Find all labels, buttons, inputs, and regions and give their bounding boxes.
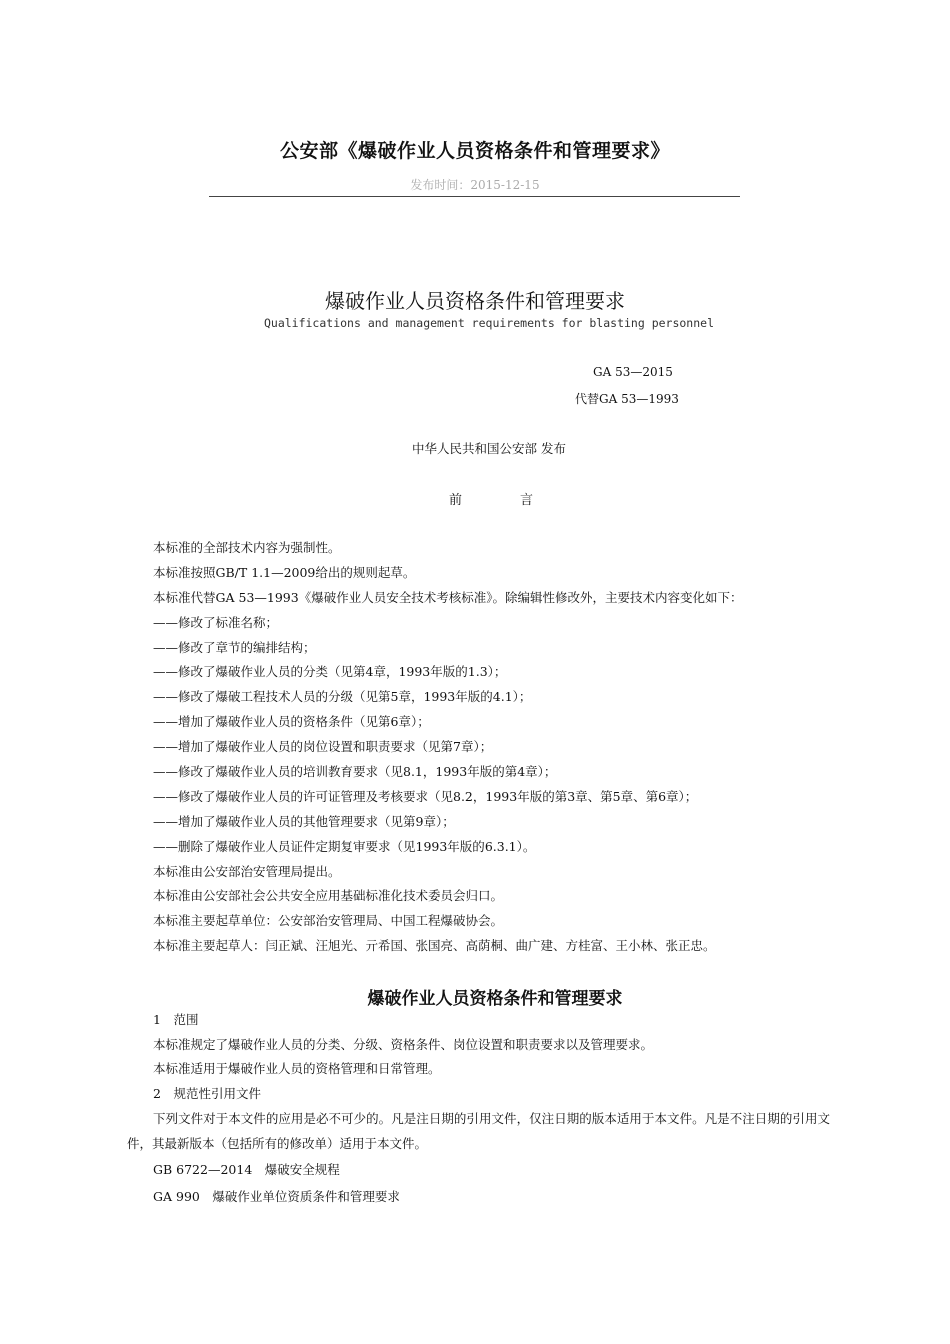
foreword-line: ——增加了爆破作业人员的岗位设置和职责要求（见第7章）； [153, 739, 493, 755]
refs-heading: 2 规范性引用文件 [153, 1085, 261, 1101]
title-divider [209, 196, 740, 197]
reference-item: GA 990 爆破作业单位资质条件和管理要求 [153, 1189, 400, 1204]
foreword-line: ——删除了爆破作业人员证件定期复审要求（见1993年版的6.3.1）。 [153, 838, 536, 854]
publish-date: 发布时间：2015-12-15 [410, 178, 540, 192]
scope-heading: 1 范围 [153, 1012, 199, 1027]
foreword-content [153, 536, 853, 959]
foreword-line: 本标准的全部技术内容为强制性。 [153, 540, 341, 555]
foreword-line: 本标准按照GB/T 1.1—2009给出的规则起草。 [153, 564, 416, 580]
foreword-heading-left: 前 [449, 493, 463, 508]
standard-english-title: Qualifications and management requirements for blasting personnel [263, 316, 715, 330]
foreword-line: 本标准主要起草人：闫正斌、汪旭光、亓希国、张国亮、高荫桐、曲广建、方桂富、王小林、张正忠。 [153, 938, 716, 954]
article-title: 公安部《爆破作业人员资格条件和管理要求》 [279, 140, 670, 162]
reference-item: GB 6722—2014 爆破安全规程 [153, 1162, 340, 1177]
section-title: 爆破作业人员资格条件和管理要求 [367, 989, 623, 1009]
foreword-heading [449, 489, 533, 508]
foreword-line: ——增加了爆破作业人员的资格条件（见第6章）； [153, 714, 430, 730]
refs-paragraph: 下列文件对于本文件的应用是必不可少的。凡是注日期的引用文件，仅注日期的版本适用于本文件。凡是不注日期的引用文件，其最新版本（包括所有的修改单）适用于本文件。 [127, 1111, 830, 1151]
foreword-line: 本标准由公安部治安管理局提出。 [153, 863, 341, 879]
foreword-line: ——增加了爆破作业人员的其他管理要求（见第9章）； [153, 813, 455, 829]
foreword-line: ——修改了章节的编排结构； [153, 639, 316, 655]
foreword-line: ——修改了标准名称； [153, 614, 279, 630]
standard-replaces: 代替GA 53—1993 [575, 392, 679, 406]
foreword-line: 本标准代替GA 53—1993《爆破作业人员安全技术考核标准》。除编辑性修改外，主要技术内容变化如下： [153, 589, 743, 605]
foreword-line: ——修改了爆破作业人员的许可证管理及考核要求（见8.2，1993年版的第3章、第5章、第6章）； [153, 788, 698, 804]
foreword-line: ——修改了爆破工程技术人员的分级（见第5章，1993年版的4.1）； [153, 689, 532, 705]
foreword-line: 本标准主要起草单位：公安部治安管理局、中国工程爆破协会。 [153, 913, 504, 929]
scope-line: 本标准适用于爆破作业人员的资格管理和日常管理。 [153, 1061, 441, 1076]
foreword-line: ——修改了爆破作业人员的培训教育要求（见8.1，1993年版的第4章）； [153, 764, 557, 780]
scope-line: 本标准规定了爆破作业人员的分类、分级、资格条件、岗位设置和职责要求以及管理要求。 [153, 1036, 654, 1052]
standard-number: GA 53—2015 [593, 365, 673, 379]
standard-issuer: 中华人民共和国公安部 发布 [412, 441, 566, 456]
references-list [153, 1156, 843, 1210]
foreword-heading-right: 言 [520, 493, 534, 508]
standard-title: 爆破作业人员资格条件和管理要求 [325, 289, 625, 313]
foreword-line: ——修改了爆破作业人员的分类（见第4章，1993年版的1.3）； [153, 664, 507, 680]
scope-section [153, 1008, 843, 1106]
foreword-line: 本标准由公安部社会公共安全应用基础标准化技术委员会归口。 [153, 888, 504, 904]
